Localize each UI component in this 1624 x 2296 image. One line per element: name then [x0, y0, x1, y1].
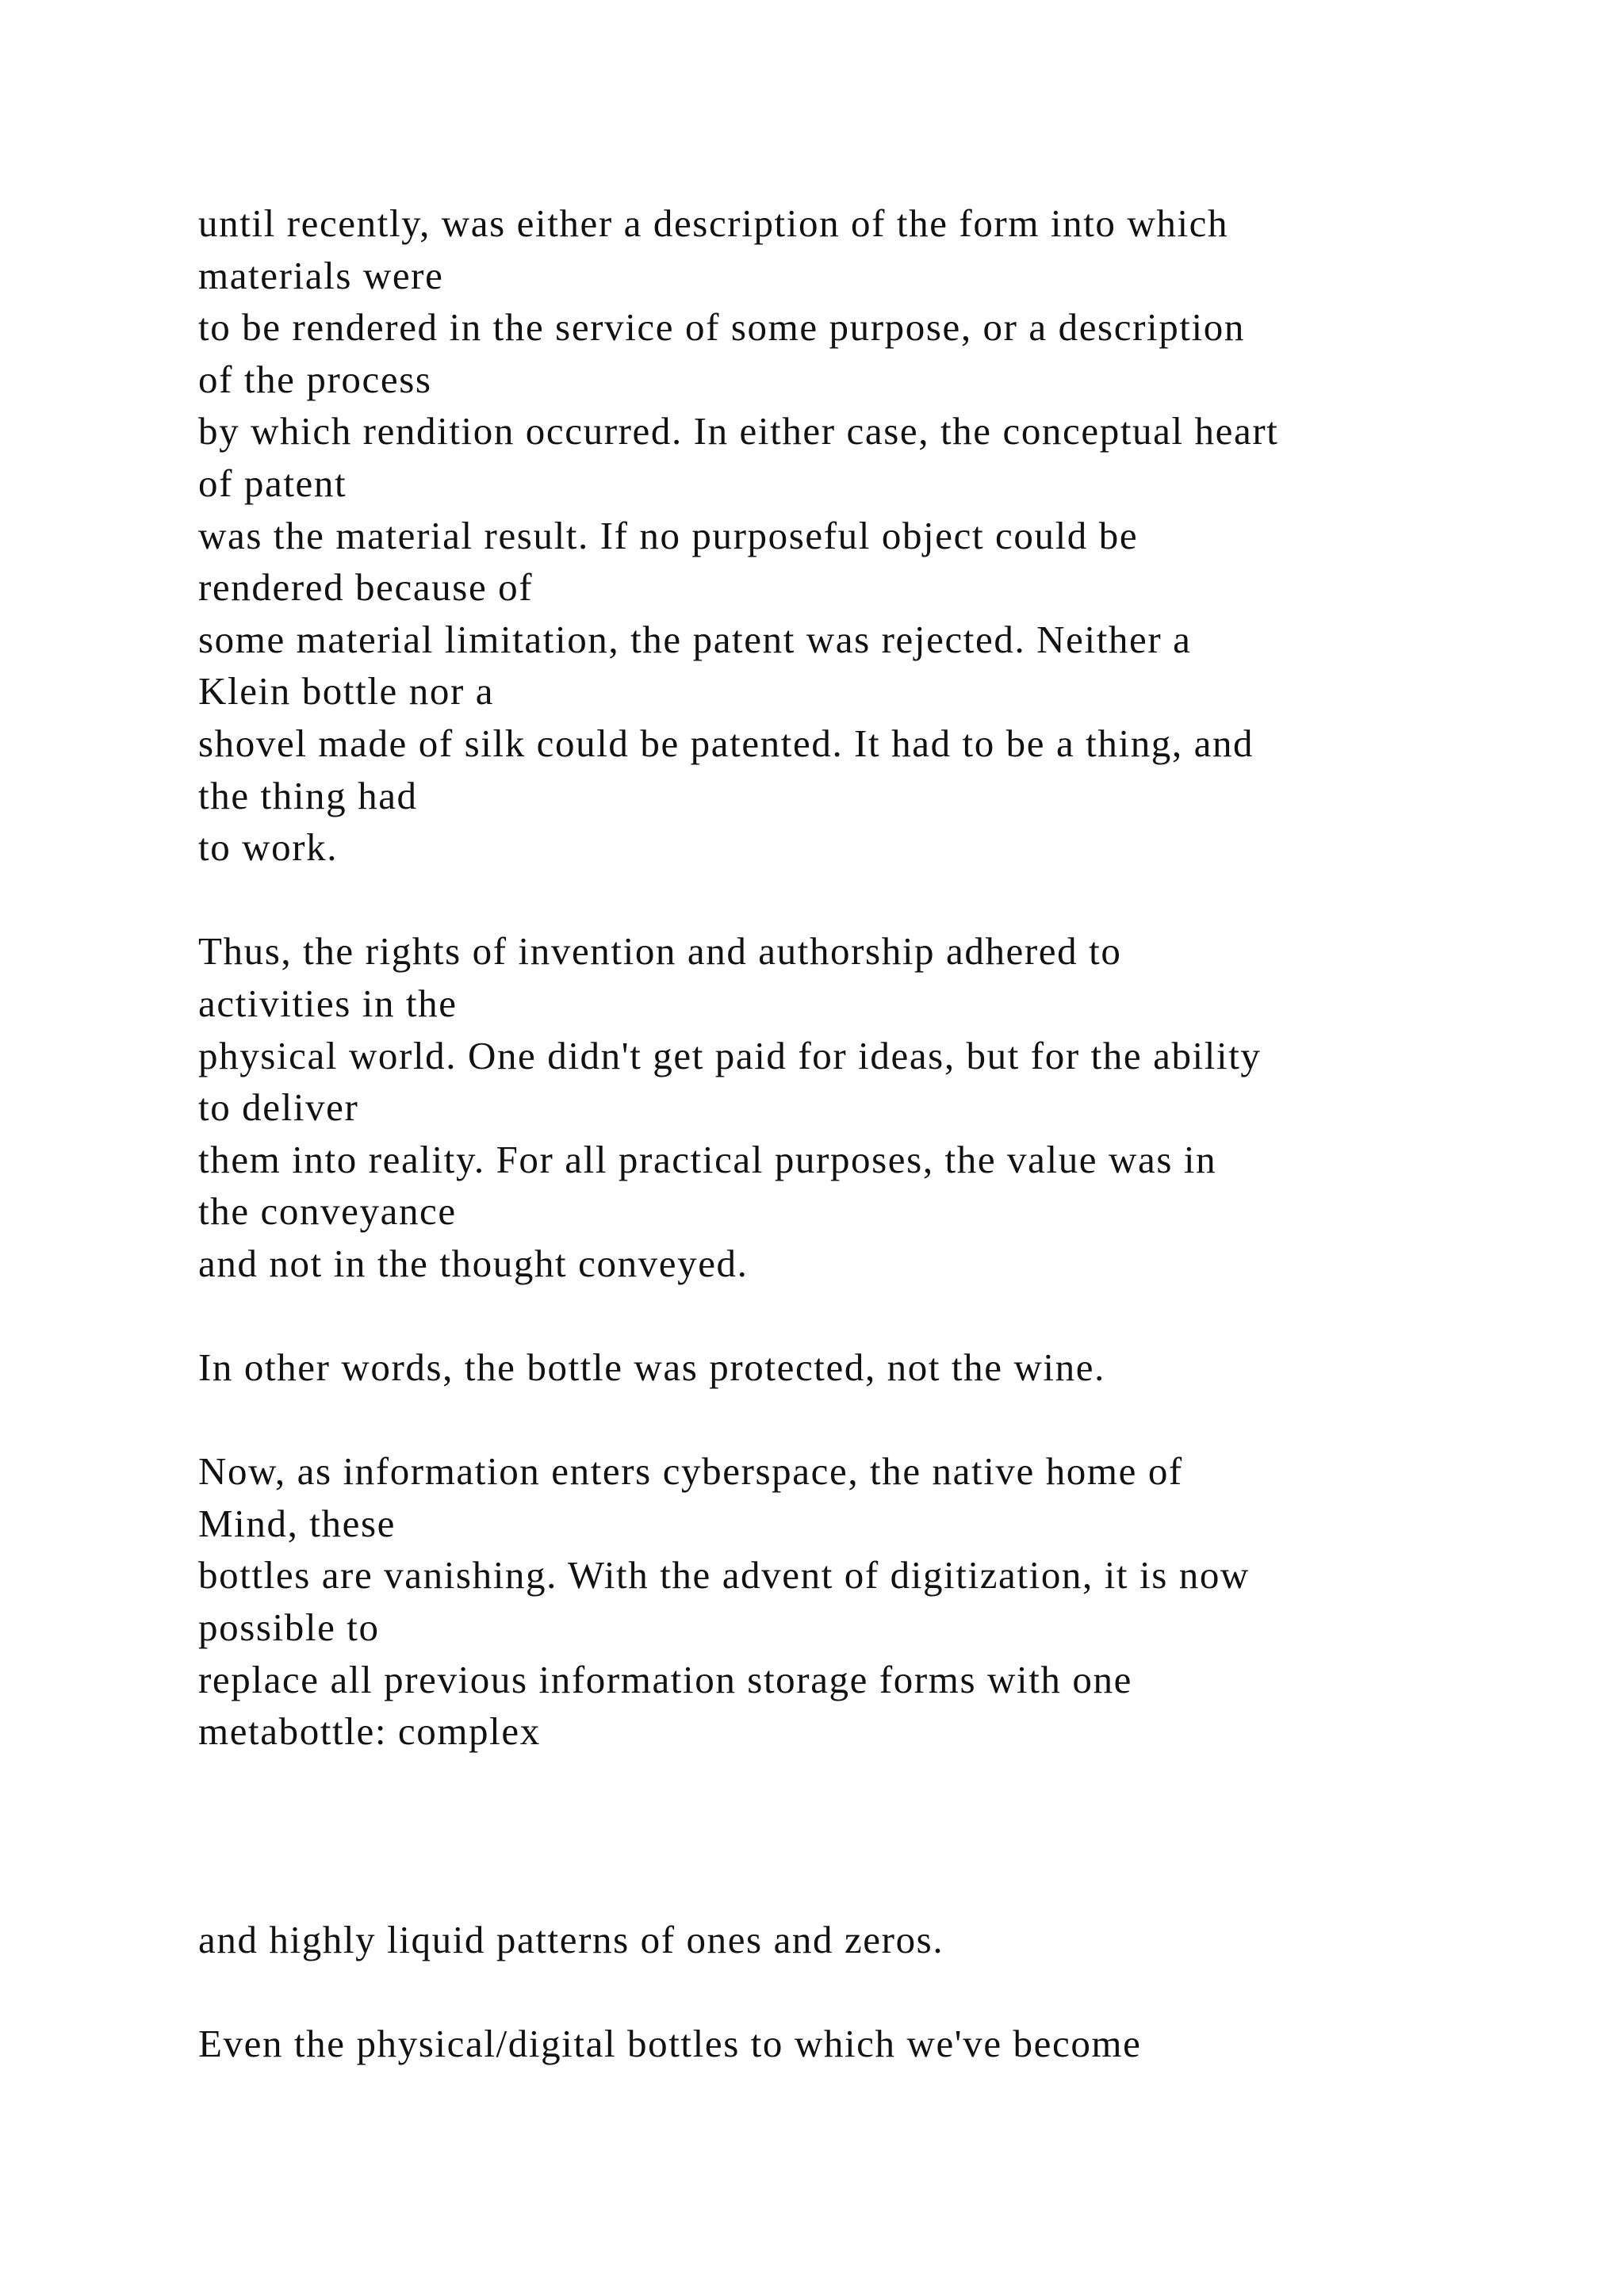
paragraph-break [198, 1394, 1562, 1446]
paragraph-break [198, 1809, 1562, 1862]
text-line: some material limitation, the patent was rejected. Neither a [198, 617, 1192, 661]
text-line: to be rendered in the service of some purpose, or a description [198, 305, 1245, 350]
text-line: to work. [198, 825, 339, 870]
paragraph-break [198, 1862, 1562, 1914]
text-line: rendered because of [198, 565, 534, 610]
text-line: them into reality. For all practical purposes, the value was in [198, 1137, 1217, 1181]
paragraph-break [198, 1758, 1562, 1810]
text-line: physical world. One didn't get paid for ideas, but for the ability [198, 1033, 1262, 1077]
text-line: Thus, the rights of invention and authorship adhered to [198, 929, 1122, 974]
text-line: bottles are vanishing. With the advent of digitization, it is now [198, 1553, 1250, 1598]
text-line: shovel made of silk could be patented. It had to be a thing, and [198, 721, 1254, 765]
text-line: Klein bottle nor a [198, 669, 495, 714]
text-line: by which rendition occurred. In either case, the conceptual heart [198, 409, 1279, 453]
text-line: the thing had [198, 773, 418, 817]
text-line: the conveyance [198, 1189, 457, 1234]
text-line: metabottle: complex [198, 1709, 541, 1754]
text-line: to deliver [198, 1085, 359, 1130]
text-line: and highly liquid patterns of ones and zeros. [198, 1917, 944, 1961]
text-line: was the material result. If no purposeful object could be [198, 513, 1139, 557]
text-line: replace all previous information storage forms with one [198, 1657, 1132, 1701]
text-line: Even the physical/digital bottles to which we've become [198, 2021, 1142, 2065]
paragraph-break [198, 1289, 1562, 1341]
text-line: activities in the [198, 981, 458, 1025]
text-line: possible to [198, 1605, 380, 1650]
text-line: In other words, the bottle was protected, not the wine. [198, 1345, 1105, 1390]
text-line: until recently, was either a description of the form into which [198, 201, 1229, 245]
paragraph-break [198, 874, 1562, 926]
text-line: of patent [198, 461, 347, 505]
paragraph-break [198, 1965, 1562, 2018]
text-line: materials were [198, 253, 444, 297]
text-line: of the process [198, 357, 432, 401]
text-line: and not in the thought conveyed. [198, 1241, 749, 1285]
text-line: Mind, these [198, 1501, 396, 1545]
body-text [198, 197, 1562, 2069]
text-line: Now, as information enters cyberspace, the native home of [198, 1449, 1183, 1494]
